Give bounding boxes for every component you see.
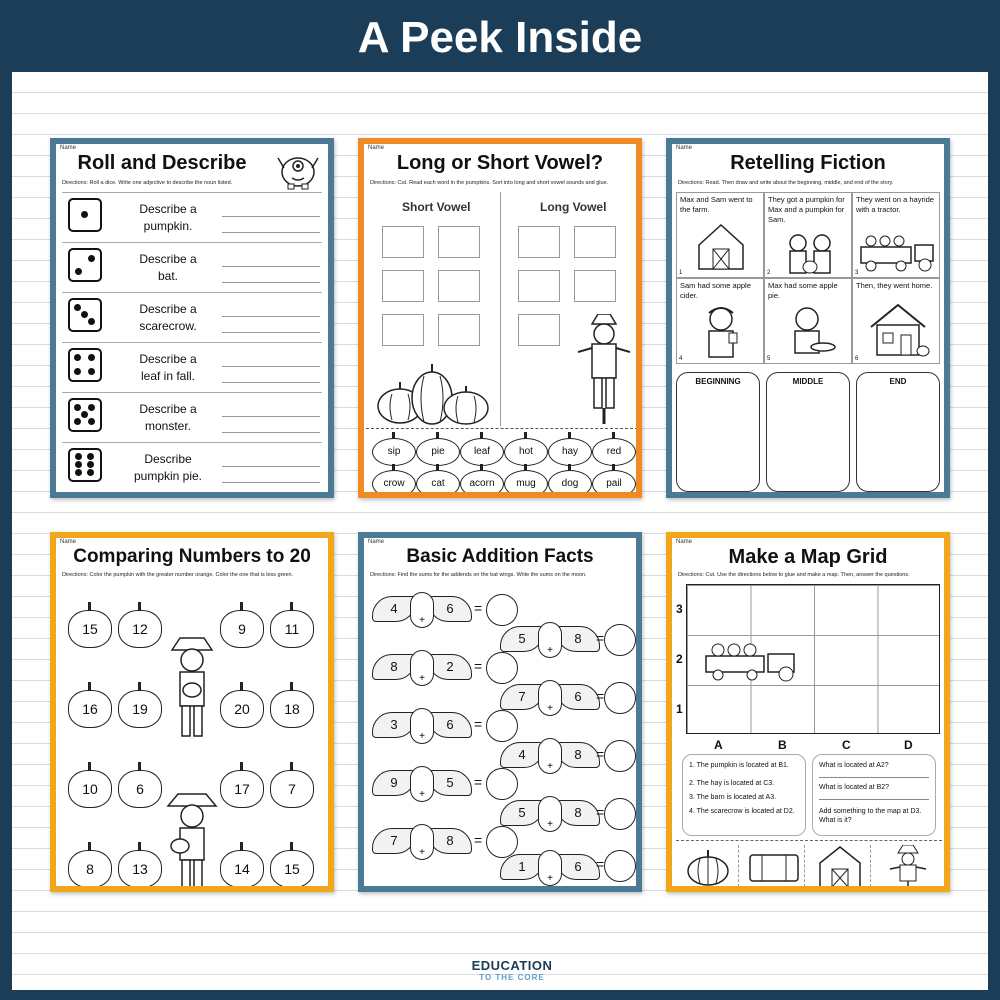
word-pumpkin: pail [592, 470, 636, 498]
girl-drinking-cider-icon [699, 305, 743, 361]
bme-label: MIDDLE [792, 377, 824, 386]
kids-with-pumpkins-icon [783, 233, 837, 275]
worksheet-title: Comparing Numbers to 20 [73, 546, 311, 567]
describe-row [62, 192, 322, 241]
plus-sign: + [538, 738, 562, 774]
describe-row [62, 392, 322, 441]
word-pumpkin: hay [548, 438, 592, 466]
story-cell [676, 192, 764, 278]
word-pumpkin: cat [416, 470, 460, 498]
bat-problem [500, 736, 600, 778]
equals-sign: = [474, 774, 483, 790]
questions-box [812, 754, 936, 836]
column-label: C [842, 738, 851, 752]
equals-sign: = [474, 832, 483, 848]
addend-left: 4 [500, 742, 544, 768]
glue-box [382, 226, 424, 258]
addend-right: 6 [556, 684, 600, 710]
addend-left: 5 [500, 626, 544, 652]
hayride-tractor-icon [857, 233, 937, 273]
map-question: What is located at A2? [819, 762, 889, 769]
describe-prompt: Describe a bat. [139, 252, 197, 283]
location-statement: 2. The hay is located at C3. [689, 780, 775, 787]
story-cell [852, 192, 940, 278]
girl-with-pumpkin-icon [166, 634, 218, 744]
writing-lines [222, 201, 320, 233]
bat-problem [500, 678, 600, 720]
boy-eating-pie-icon [783, 305, 837, 361]
number-pumpkin: 14 [220, 850, 264, 888]
bme-label: END [889, 377, 907, 386]
bat-problem [372, 648, 472, 690]
logo-line-2: TO THE CORE [479, 973, 545, 982]
word-pumpkin: mug [504, 470, 548, 498]
addend-left: 4 [372, 596, 416, 622]
describe-row [62, 242, 322, 291]
die-five-icon [68, 398, 102, 432]
bat-problem [372, 822, 472, 864]
plus-sign: + [410, 824, 434, 860]
pumpkins-illustration [374, 356, 494, 426]
die-four-icon [68, 348, 102, 382]
worksheet-comparing-numbers [50, 532, 334, 892]
describe-prompt: Describe a leaf in fall. [139, 352, 197, 383]
worksheet-make-a-map-grid [666, 532, 950, 892]
bat-problem [500, 620, 600, 662]
describe-row [62, 342, 322, 391]
number-pumpkin: 15 [68, 610, 112, 648]
equals-sign: = [596, 688, 605, 704]
word-pumpkin: red [592, 438, 636, 466]
addend-left: 1 [500, 854, 544, 880]
worksheet-title: Basic Addition Facts [406, 546, 594, 567]
addend-right: 6 [556, 854, 600, 880]
name-label: Name [676, 539, 693, 545]
story-text: Max and Sam went to the farm. [680, 195, 753, 214]
addend-left: 8 [372, 654, 416, 680]
answer-line [819, 799, 929, 800]
location-statement: 4. The scarecrow is located at D2. [689, 808, 795, 815]
equals-sign: = [474, 658, 483, 674]
row-label: 3 [676, 602, 683, 616]
cutout-cell [808, 845, 871, 887]
map-question: Add something to the map at D3. What is it? [819, 808, 922, 824]
answer-moon [604, 682, 636, 714]
plus-sign: + [538, 680, 562, 716]
short-vowel-heading: Short Vowel [402, 200, 471, 214]
glue-box [382, 314, 424, 346]
column-label: B [778, 738, 787, 752]
writing-lines [222, 401, 320, 433]
die-six-icon [68, 448, 102, 482]
worksheet-roll-and-describe [50, 138, 334, 498]
row-label: 1 [676, 702, 683, 716]
directions-text: Directions: Read. Then draw and write about the beginning, middle, and end of the story. [678, 180, 894, 186]
map-question: What is located at B2? [819, 784, 890, 791]
plus-sign: + [538, 622, 562, 658]
barn-icon [695, 221, 747, 271]
glue-box [518, 226, 560, 258]
beginning-box [676, 372, 760, 492]
number-pumpkin: 19 [118, 690, 162, 728]
glue-box [518, 314, 560, 346]
bat-problem [500, 794, 600, 836]
equals-sign: = [474, 600, 483, 616]
number-pumpkin: 20 [220, 690, 264, 728]
glue-box [518, 270, 560, 302]
equals-sign: = [474, 716, 483, 732]
describe-row [62, 292, 322, 341]
describe-prompt: Describe a pumpkin. [139, 202, 197, 233]
location-statement: 1. The pumpkin is located at B1. [689, 762, 789, 769]
answer-line [819, 777, 929, 778]
story-number: 4 [679, 356, 683, 362]
lined-paper-background [12, 72, 988, 990]
number-pumpkin: 17 [220, 770, 264, 808]
barn-icon [818, 845, 862, 889]
word-pumpkin: dog [548, 470, 592, 498]
column-divider [500, 192, 501, 426]
addend-left: 3 [372, 712, 416, 738]
story-number: 5 [767, 356, 771, 362]
number-pumpkin: 15 [270, 850, 314, 888]
glue-box [438, 314, 480, 346]
worksheet-title: Long or Short Vowel? [396, 152, 604, 174]
describe-prompt: Describe a scarecrow. [139, 302, 197, 333]
directions-text: Directions: Cut. Use the directions below to glue and make a map. Then, answer the questions. [678, 572, 910, 578]
story-text: They went on a hayride with a tractor. [856, 195, 934, 214]
story-text: Sam had some apple cider. [680, 281, 751, 300]
addend-right: 8 [428, 828, 472, 854]
end-box [856, 372, 940, 492]
worksheet-long-or-short-vowel [358, 138, 642, 498]
writing-lines [222, 251, 320, 283]
answer-moon [604, 798, 636, 830]
story-cell [676, 278, 764, 364]
addend-left: 7 [372, 828, 416, 854]
answer-moon [604, 850, 636, 882]
describe-prompt: Describe pumpkin pie. [133, 452, 203, 483]
plus-sign: + [410, 708, 434, 744]
pumpkin-icon [684, 847, 732, 887]
cutout-cell [874, 845, 936, 887]
worksheet-title: Retelling Fiction [730, 152, 886, 174]
glue-box [382, 270, 424, 302]
equals-sign: = [596, 746, 605, 762]
glue-box [574, 226, 616, 258]
answer-moon [604, 624, 636, 656]
story-number: 1 [679, 270, 683, 276]
bat-problem [372, 590, 472, 632]
cut-out-pieces [676, 840, 942, 889]
scarecrow-icon [888, 845, 928, 891]
plus-sign: + [410, 650, 434, 686]
story-number: 6 [855, 356, 859, 362]
number-pumpkin: 9 [220, 610, 264, 648]
hay-bale-icon [748, 853, 800, 883]
scarecrow-illustration [578, 314, 630, 424]
plus-sign: + [410, 592, 434, 628]
word-pumpkin: sip [372, 438, 416, 466]
bat-problem [500, 848, 600, 890]
house-icon [865, 301, 931, 359]
location-statement: 3. The barn is located at A3. [689, 794, 777, 801]
number-pumpkin: 8 [68, 850, 112, 888]
hayride-tractor-icon [702, 640, 802, 682]
number-pumpkin: 11 [270, 610, 314, 648]
word-pumpkin: hot [504, 438, 548, 466]
die-one-icon [68, 198, 102, 232]
addend-right: 5 [428, 770, 472, 796]
word-pumpkin: acorn [460, 470, 504, 498]
addend-right: 6 [428, 596, 472, 622]
number-pumpkin: 6 [118, 770, 162, 808]
story-cell [764, 192, 852, 278]
name-label: Name [60, 539, 77, 545]
number-pumpkin: 13 [118, 850, 162, 888]
number-pumpkin: 7 [270, 770, 314, 808]
number-pumpkin: 12 [118, 610, 162, 648]
bme-label: BEGINNING [695, 377, 741, 386]
name-label: Name [60, 145, 77, 151]
story-text: Max had some apple pie. [768, 281, 838, 300]
worksheet-title: Make a Map Grid [728, 546, 888, 568]
long-vowel-heading: Long Vowel [540, 200, 607, 214]
cutout-cell [676, 845, 739, 887]
equals-sign: = [596, 856, 605, 872]
education-to-the-core-logo [12, 958, 1000, 982]
glue-box [438, 270, 480, 302]
directions-text: Directions: Color the pumpkin with the greater number orange. Color the one that is less green. [62, 572, 294, 578]
story-number: 2 [767, 270, 771, 276]
middle-box [766, 372, 850, 492]
word-pumpkin: leaf [460, 438, 504, 466]
describe-row [62, 442, 322, 491]
story-cell [764, 278, 852, 364]
addend-left: 5 [500, 800, 544, 826]
bat-problem [372, 706, 472, 748]
row-label: 2 [676, 652, 683, 666]
directions-text: Directions: Cut. Read each word in the pumpkins. Sort into long and short vowel sounds and glue. [370, 180, 609, 186]
name-label: Name [676, 145, 693, 151]
plus-sign: + [410, 766, 434, 802]
number-pumpkin: 18 [270, 690, 314, 728]
story-number: 3 [855, 270, 859, 276]
writing-lines [222, 351, 320, 383]
column-label: D [904, 738, 913, 752]
addend-left: 9 [372, 770, 416, 796]
addend-right: 6 [428, 712, 472, 738]
glue-box [574, 270, 616, 302]
number-pumpkin: 16 [68, 690, 112, 728]
describe-prompt: Describe a monster. [139, 402, 197, 433]
plus-sign: + [538, 796, 562, 832]
location-statements-box [682, 754, 806, 836]
page-title: A Peek Inside [357, 13, 643, 62]
plus-sign: + [538, 850, 562, 886]
cut-line [366, 428, 638, 429]
addend-left: 7 [500, 684, 544, 710]
logo-line-1: EDUCATION [471, 958, 553, 973]
addend-right: 8 [556, 742, 600, 768]
boy-with-pumpkin-icon [164, 792, 220, 892]
word-pumpkin: crow [372, 470, 416, 498]
story-text: They got a pumpkin for Max and a pumpkin for Sam. [768, 195, 845, 224]
writing-lines [222, 451, 320, 483]
directions-text: Directions: Roll a dice. Write one adjective to describe the noun listed. [62, 180, 233, 186]
directions-text: Directions: Find the sums for the addends on the bat wings. Write the sums on the moon. [370, 572, 587, 578]
story-cell [852, 278, 940, 364]
writing-lines [222, 301, 320, 333]
addend-right: 8 [556, 626, 600, 652]
story-text: Then, they went home. [856, 281, 933, 290]
die-two-icon [68, 248, 102, 282]
equals-sign: = [596, 804, 605, 820]
worksheet-retelling-fiction [666, 138, 950, 498]
equals-sign: = [596, 630, 605, 646]
addend-right: 2 [428, 654, 472, 680]
die-three-icon [68, 298, 102, 332]
column-label: A [714, 738, 723, 752]
worksheet-basic-addition-facts [358, 532, 642, 892]
word-pumpkin: pie [416, 438, 460, 466]
glue-box [438, 226, 480, 258]
cutout-cell [742, 845, 805, 887]
name-label: Name [368, 539, 385, 545]
bat-problem [372, 764, 472, 806]
answer-moon [604, 740, 636, 772]
addend-right: 8 [556, 800, 600, 826]
worksheet-title: Roll and Describe [77, 152, 247, 174]
number-pumpkin: 10 [68, 770, 112, 808]
name-label: Name [368, 145, 385, 151]
